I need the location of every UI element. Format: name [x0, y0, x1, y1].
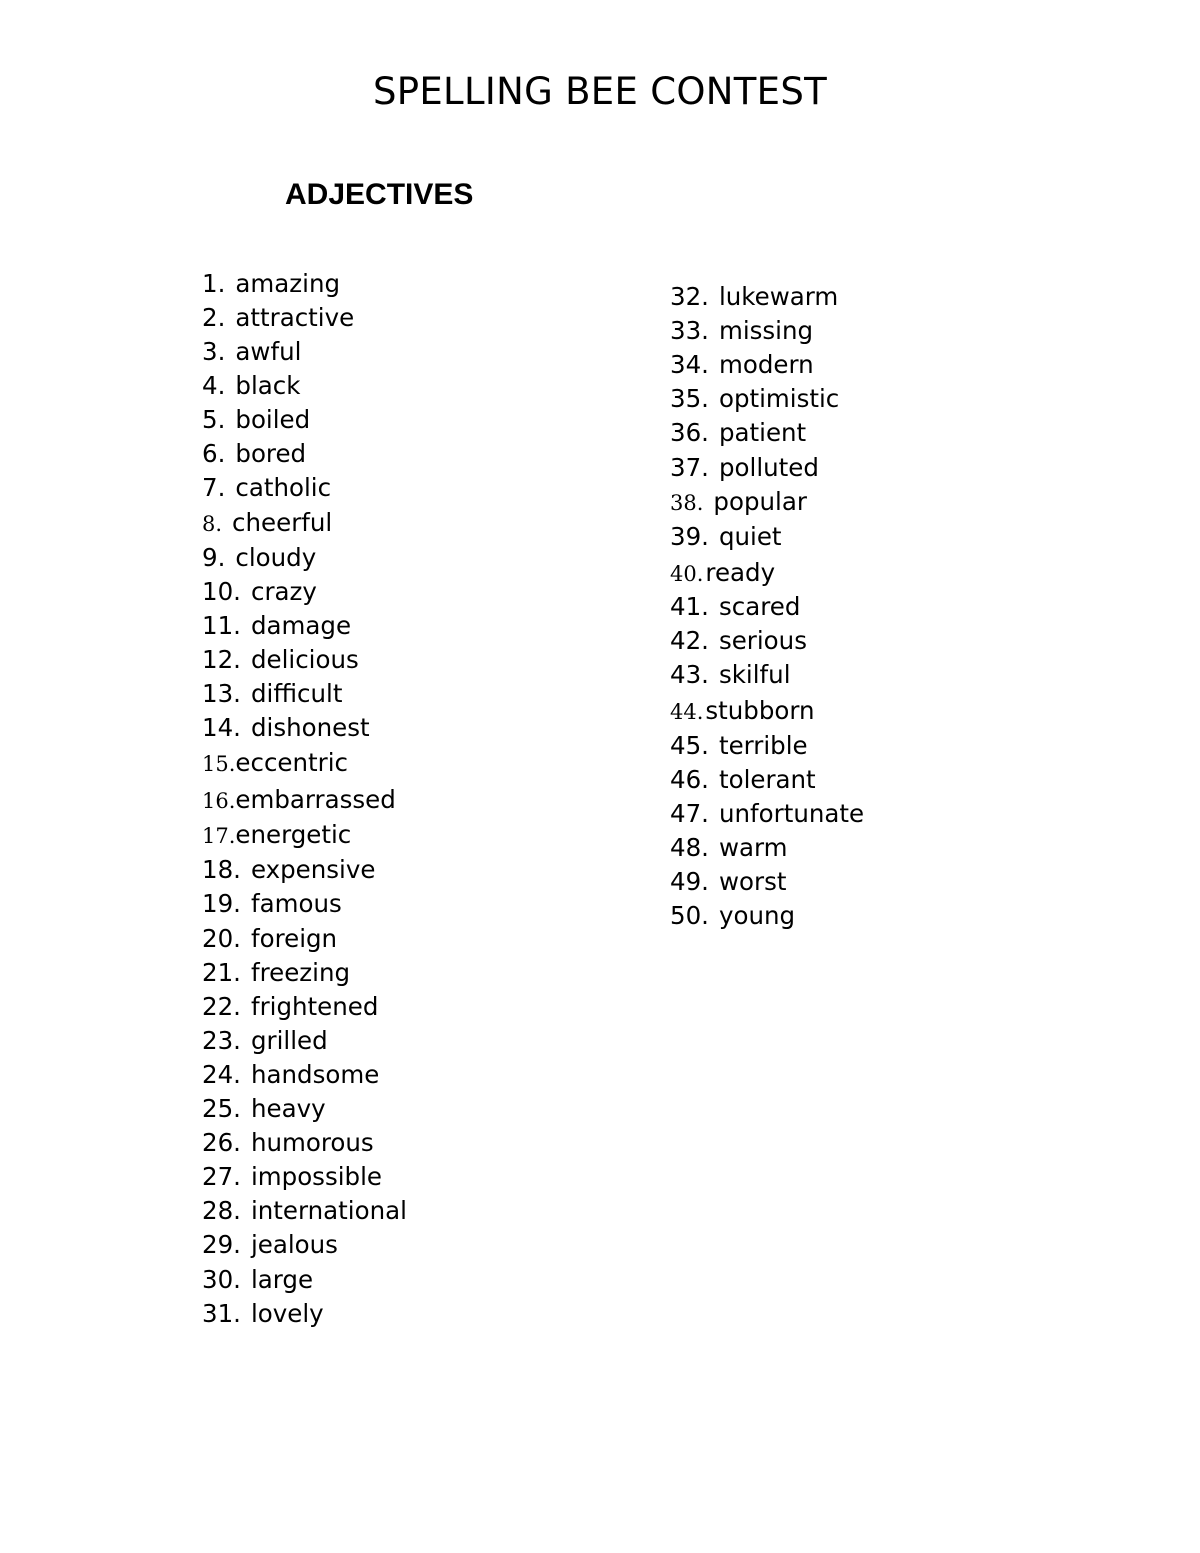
item-number: 4.: [202, 371, 226, 400]
item-word: terrible: [718, 731, 808, 760]
item-word: stubborn: [705, 696, 815, 725]
list-item: [670, 865, 786, 899]
item-number: 29.: [202, 1230, 241, 1259]
item-word: heavy: [250, 1094, 326, 1123]
item-number: 49.: [670, 867, 709, 896]
item-number: 18.: [202, 855, 241, 884]
list-item: [202, 853, 375, 887]
item-word: popular: [713, 487, 807, 516]
item-word: black: [235, 371, 301, 400]
item-word: delicious: [250, 645, 359, 674]
item-number: 45.: [670, 731, 709, 760]
list-item: [670, 314, 813, 348]
item-word: modern: [718, 350, 814, 379]
item-number: 31.: [202, 1299, 241, 1328]
item-number: 27.: [202, 1162, 241, 1191]
item-word: bored: [235, 439, 307, 468]
list-item: [670, 485, 807, 519]
item-word: scared: [718, 592, 801, 621]
list-item: [202, 783, 396, 817]
item-number: 22.: [202, 992, 241, 1021]
item-word: patient: [718, 418, 807, 447]
item-word: serious: [718, 626, 807, 655]
list-item: [670, 763, 816, 797]
list-item: [202, 506, 332, 540]
item-number: 7.: [202, 473, 226, 502]
item-word: catholic: [235, 473, 332, 502]
list-item: [202, 990, 378, 1024]
list-item: [670, 590, 800, 624]
item-word: humorous: [250, 1128, 374, 1157]
item-number: 16.: [202, 789, 236, 813]
item-number: 10.: [202, 577, 241, 606]
item-number: 33.: [670, 316, 709, 345]
item-word: expensive: [250, 855, 376, 884]
item-number: 13.: [202, 679, 241, 708]
list-item: [670, 382, 839, 416]
item-number: 48.: [670, 833, 709, 862]
list-item: [670, 451, 819, 485]
item-word: missing: [718, 316, 814, 345]
list-item: [202, 403, 310, 437]
word-list-right: [670, 280, 1090, 940]
item-number: 42.: [670, 626, 709, 655]
item-number: 36.: [670, 418, 709, 447]
item-word: handsome: [250, 1060, 380, 1089]
item-word: lukewarm: [718, 282, 839, 311]
item-word: crazy: [250, 577, 317, 606]
word-list-left: [202, 267, 622, 1347]
list-item: [202, 369, 300, 403]
item-number: 39.: [670, 522, 709, 551]
list-item: [670, 416, 806, 450]
item-word: dishonest: [250, 713, 370, 742]
list-item: [202, 922, 337, 956]
item-number: 37.: [670, 453, 709, 482]
item-word: difficult: [250, 679, 343, 708]
document-title: SPELLING BEE CONTEST: [372, 70, 828, 113]
list-item: [202, 575, 317, 609]
item-word: energetic: [235, 820, 352, 849]
item-word: amazing: [235, 269, 341, 298]
item-number: 2.: [202, 303, 226, 332]
item-word: embarrassed: [235, 785, 396, 814]
item-number: 5.: [202, 405, 226, 434]
item-number: 26.: [202, 1128, 241, 1157]
list-item: [670, 694, 815, 728]
item-word: polluted: [718, 453, 819, 482]
item-word: foreign: [250, 924, 338, 953]
list-item: [202, 677, 342, 711]
list-item: [670, 280, 838, 314]
list-item: [202, 1126, 374, 1160]
item-number: 35.: [670, 384, 709, 413]
list-item: [202, 1194, 407, 1228]
item-word: cheerful: [232, 508, 333, 537]
item-number: 11.: [202, 611, 241, 640]
item-number: 24.: [202, 1060, 241, 1089]
item-word: international: [250, 1196, 407, 1225]
list-item: [202, 818, 351, 852]
item-word: boiled: [235, 405, 311, 434]
item-word: worst: [718, 867, 787, 896]
item-number: 17.: [202, 824, 236, 848]
list-item: [202, 1058, 379, 1092]
list-item: [670, 556, 775, 590]
item-number: 47.: [670, 799, 709, 828]
list-item: [202, 301, 354, 335]
item-word: grilled: [250, 1026, 328, 1055]
list-item: [202, 643, 359, 677]
list-item: [202, 1263, 313, 1297]
item-word: ready: [705, 558, 776, 587]
item-word: eccentric: [235, 748, 348, 777]
item-number: 23.: [202, 1026, 241, 1055]
list-item: [670, 899, 795, 933]
list-item: [670, 348, 814, 382]
item-number: 46.: [670, 765, 709, 794]
list-item: [202, 1297, 324, 1331]
item-number: 50.: [670, 901, 709, 930]
item-word: lovely: [250, 1299, 324, 1328]
item-number: 44.: [670, 700, 704, 724]
item-number: 34.: [670, 350, 709, 379]
item-word: attractive: [235, 303, 355, 332]
item-word: freezing: [250, 958, 351, 987]
list-item: [202, 1092, 326, 1126]
item-word: awful: [235, 337, 302, 366]
list-item: [202, 1160, 382, 1194]
list-item: [670, 729, 808, 763]
list-item: [670, 520, 782, 554]
item-number: 38.: [670, 491, 704, 515]
list-item: [202, 335, 301, 369]
list-item: [670, 624, 807, 658]
list-item: [202, 267, 340, 301]
list-item: [202, 746, 348, 780]
list-item: [202, 956, 350, 990]
list-item: [202, 471, 331, 505]
section-heading: ADJECTIVES: [285, 178, 474, 211]
item-number: 30.: [202, 1265, 241, 1294]
item-number: 32.: [670, 282, 709, 311]
item-word: cloudy: [235, 543, 317, 572]
item-number: 6.: [202, 439, 226, 468]
list-item: [202, 1024, 328, 1058]
item-number: 28.: [202, 1196, 241, 1225]
list-item: [670, 797, 864, 831]
item-number: 8.: [202, 512, 223, 536]
item-word: impossible: [250, 1162, 382, 1191]
item-word: warm: [718, 833, 788, 862]
item-number: 15.: [202, 752, 236, 776]
list-item: [202, 1228, 338, 1262]
list-item: [202, 887, 342, 921]
item-number: 1.: [202, 269, 226, 298]
item-word: large: [250, 1265, 314, 1294]
item-word: tolerant: [718, 765, 816, 794]
item-number: 21.: [202, 958, 241, 987]
item-number: 20.: [202, 924, 241, 953]
item-word: optimistic: [718, 384, 840, 413]
item-word: famous: [250, 889, 342, 918]
item-word: jealous: [250, 1230, 338, 1259]
item-number: 19.: [202, 889, 241, 918]
item-number: 14.: [202, 713, 241, 742]
item-number: 41.: [670, 592, 709, 621]
list-item: [670, 658, 791, 692]
item-number: 3.: [202, 337, 226, 366]
item-word: unfortunate: [718, 799, 865, 828]
list-item: [202, 711, 370, 745]
item-word: young: [718, 901, 796, 930]
item-number: 12.: [202, 645, 241, 674]
list-item: [202, 609, 351, 643]
item-word: skilful: [718, 660, 791, 689]
item-word: damage: [250, 611, 352, 640]
item-number: 9.: [202, 543, 226, 572]
item-word: quiet: [718, 522, 782, 551]
item-number: 25.: [202, 1094, 241, 1123]
list-item: [202, 437, 306, 471]
list-item: [670, 831, 788, 865]
list-item: [202, 541, 316, 575]
item-word: frightened: [250, 992, 379, 1021]
item-number: 43.: [670, 660, 709, 689]
item-number: 40.: [670, 562, 704, 586]
